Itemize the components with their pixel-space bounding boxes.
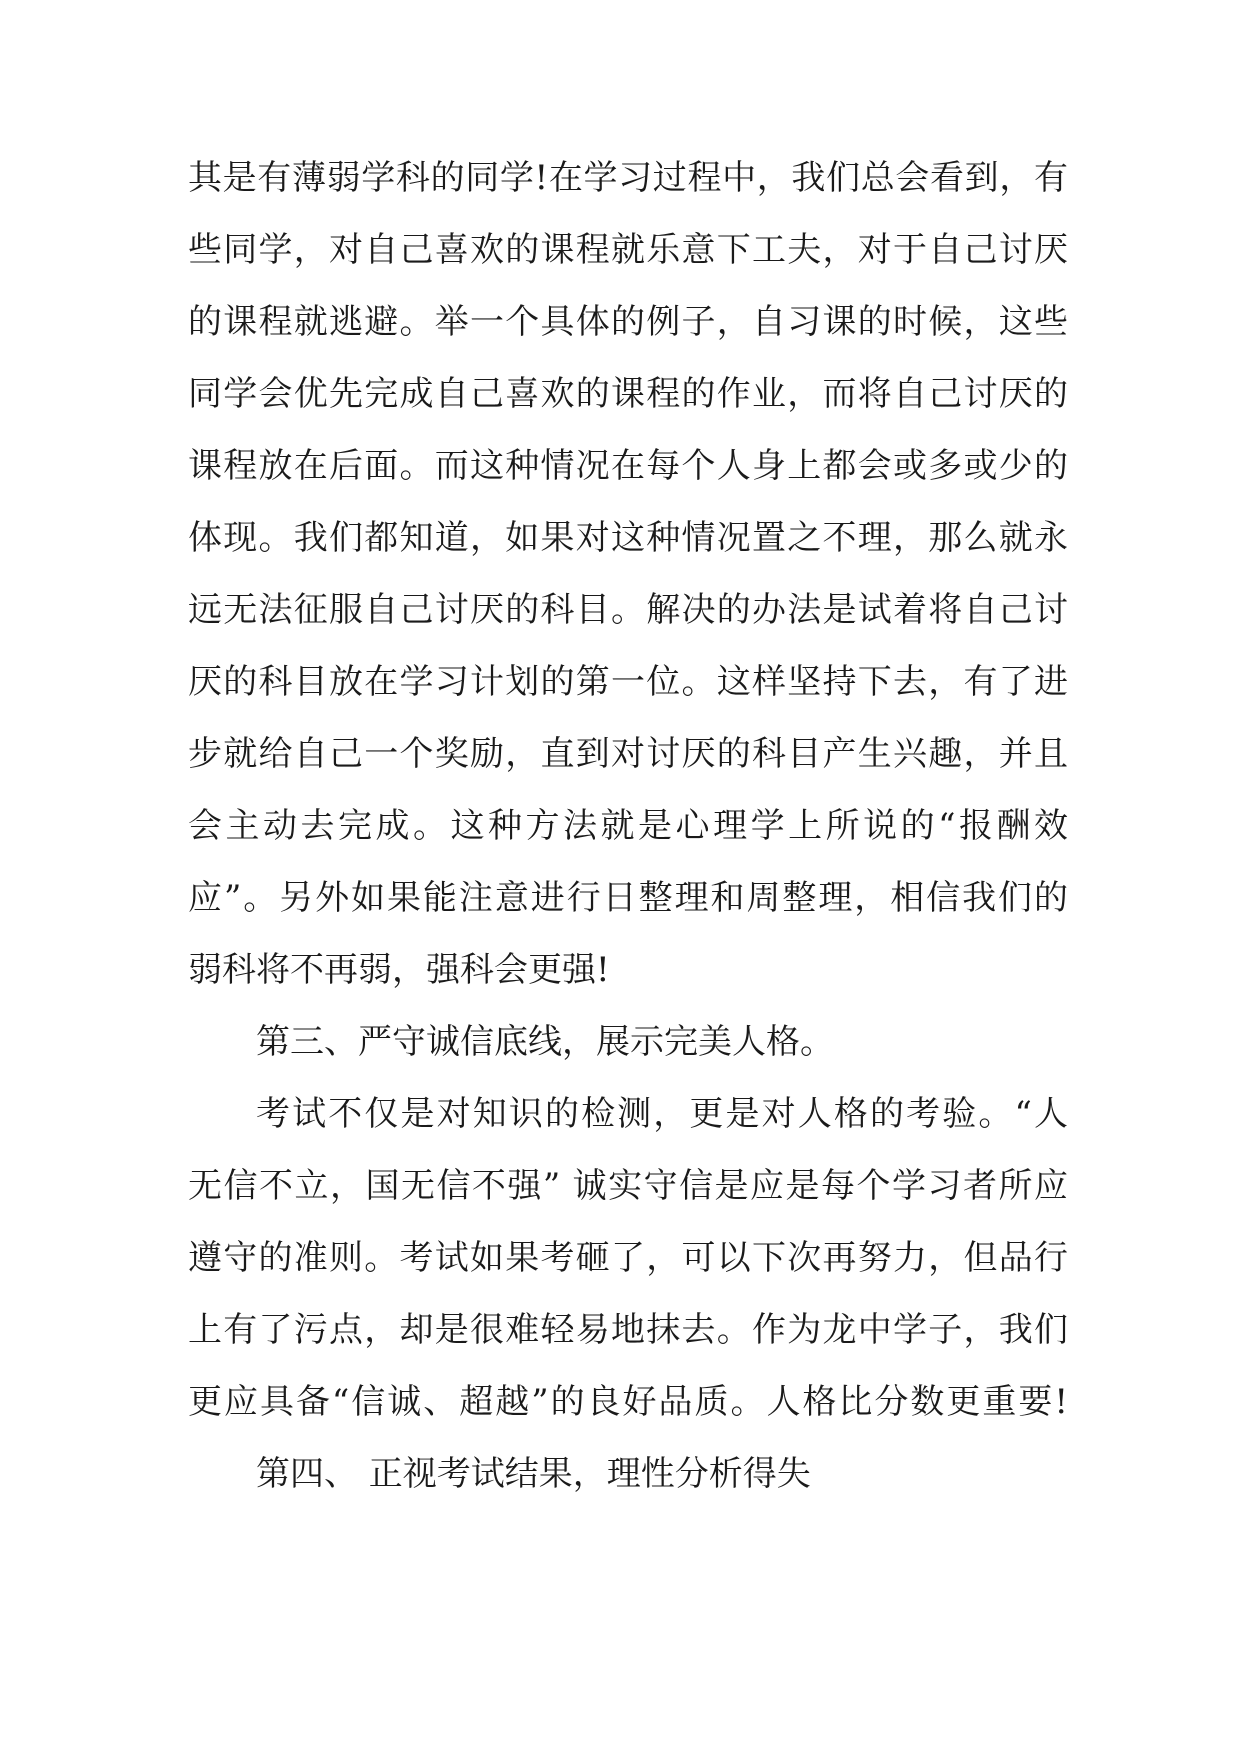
paragraph-line: 步就给自己一个奖励，直到对讨厌的科目产生兴趣，并且 <box>188 734 1068 774</box>
section-heading: 第三、严守诚信底线，展示完美人格。 <box>256 1022 834 1062</box>
paragraph-line: 无信不立，国无信不强” 诚实守信是应是每个学习者所应 <box>188 1166 1068 1206</box>
paragraph-line: 其是有薄弱学科的同学!在学习过程中，我们总会看到，有 <box>188 158 1068 198</box>
paragraph-line: 远无法征服自己讨厌的科目。解决的办法是试着将自己讨 <box>188 590 1068 630</box>
paragraph-line: 的课程就逃避。举一个具体的例子，自习课的时候，这些 <box>188 302 1068 342</box>
paragraph-line: 上有了污点，却是很难轻易地抹去。作为龙中学子，我们 <box>188 1310 1068 1350</box>
paragraph-line: 课程放在后面。而这种情况在每个人身上都会或多或少的 <box>188 446 1068 486</box>
paragraph-line: 同学会优先完成自己喜欢的课程的作业，而将自己讨厌的 <box>188 374 1068 414</box>
section-heading: 第四、 正视考试结果，理性分析得失 <box>256 1454 811 1494</box>
paragraph-line: 会主动去完成。这种方法就是心理学上所说的“报酬效 <box>188 806 1068 846</box>
paragraph-line: 弱科将不再弱，强科会更强! <box>188 950 610 990</box>
paragraph-line: 些同学，对自己喜欢的课程就乐意下工夫，对于自己讨厌 <box>188 230 1068 270</box>
paragraph-line: 体现。我们都知道，如果对这种情况置之不理，那么就永 <box>188 518 1068 558</box>
paragraph-line: 应”。另外如果能注意进行日整理和周整理，相信我们的 <box>188 878 1068 918</box>
paragraph-line: 遵守的准则。考试如果考砸了，可以下次再努力，但品行 <box>188 1238 1068 1278</box>
paragraph-line: 考试不仅是对知识的检测，更是对人格的考验。“人 <box>256 1094 1068 1134</box>
paragraph-line: 更应具备“信诚、超越”的良好品质。人格比分数更重要! <box>188 1382 1068 1422</box>
paragraph-line: 厌的科目放在学习计划的第一位。这样坚持下去，有了进 <box>188 662 1068 702</box>
